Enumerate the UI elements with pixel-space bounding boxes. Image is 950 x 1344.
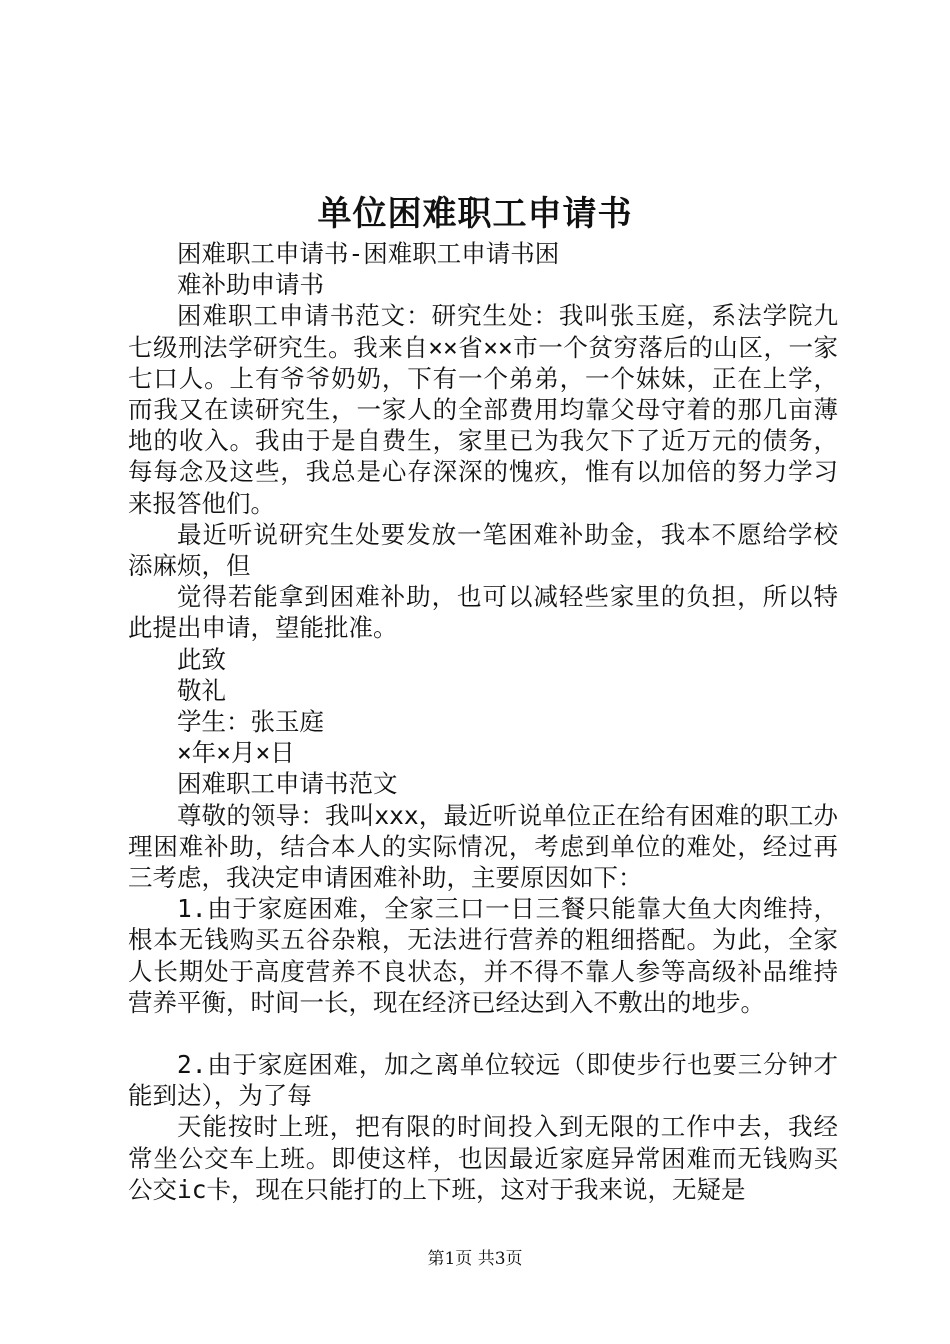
paragraph: 困难职工申请书-困难职工申请书困 [177,239,560,268]
page-footer: 第1页 共3页 [427,1249,523,1269]
closing-line: 此致 [177,644,226,674]
signature-line: 学生：张玉庭 [177,707,324,737]
list-item: 2.由于家庭困难，加之离单位较远（即使步行也要三分钟才能到达），为了每 [128,1050,838,1111]
paragraph: 天能按时上班，把有限的时间投入到无限的工作中去，我经常坐公交车上班。即使这样，也因最近家庭异常困难而无钱购买公交ic卡，现在只能打的上下班，这对于我来说，无疑是 [128,1112,838,1204]
paragraph: 觉得若能拿到困难补助，也可以减轻些家里的负担，所以特此提出申请，望能批准。 [128,582,838,643]
closing-line: 敬礼 [177,675,226,705]
document-body [128,238,838,1205]
document-title: 单位困难职工申请书 [317,194,633,234]
paragraph: 难补助申请书 [177,270,324,300]
blank-line [128,1018,838,1049]
paragraph: 尊敬的领导：我叫xxx，最近听说单位正在给有困难的职工办理困难补助，结合本人的实际情况，考虑到单位的难处，经过再三考虑，我决定申请困难补助，主要原因如下： [128,800,838,893]
date-line: ×年×月×日 [177,738,295,768]
paragraph: 最近听说研究生处要发放一笔困难补助金，我本不愿给学校添麻烦，但 [128,519,838,581]
section-heading: 困难职工申请书范文 [177,769,398,799]
paragraph: 困难职工申请书范文：研究生处：我叫张玉庭，系法学院九七级刑法学研究生。我来自××省××市一个贫穷落后的山区，一家七口人。上有爷爷奶奶，下有一个弟弟，一个妹妹，正在上学，而我又在读研究生，一家人的全部费用均靠父母守着的那几亩薄地的收入。我由于是自费生，家里已为我欠下了近万元的债务，每每念及这些，我总是心存深深的愧疚，惟有以加倍的努力学习来报答他们。 [128,301,838,518]
list-item: 1.由于家庭困难，全家三口一日三餐只能靠大鱼大肉维持，根本无钱购买五谷杂粮，无法进行营养的粗细搭配。为此，全家人长期处于高度营养不良状态，并不得不靠人参等高级补品维持营养平衡，时间一长，现在经济已经达到入不敷出的地步。 [128,894,838,1017]
